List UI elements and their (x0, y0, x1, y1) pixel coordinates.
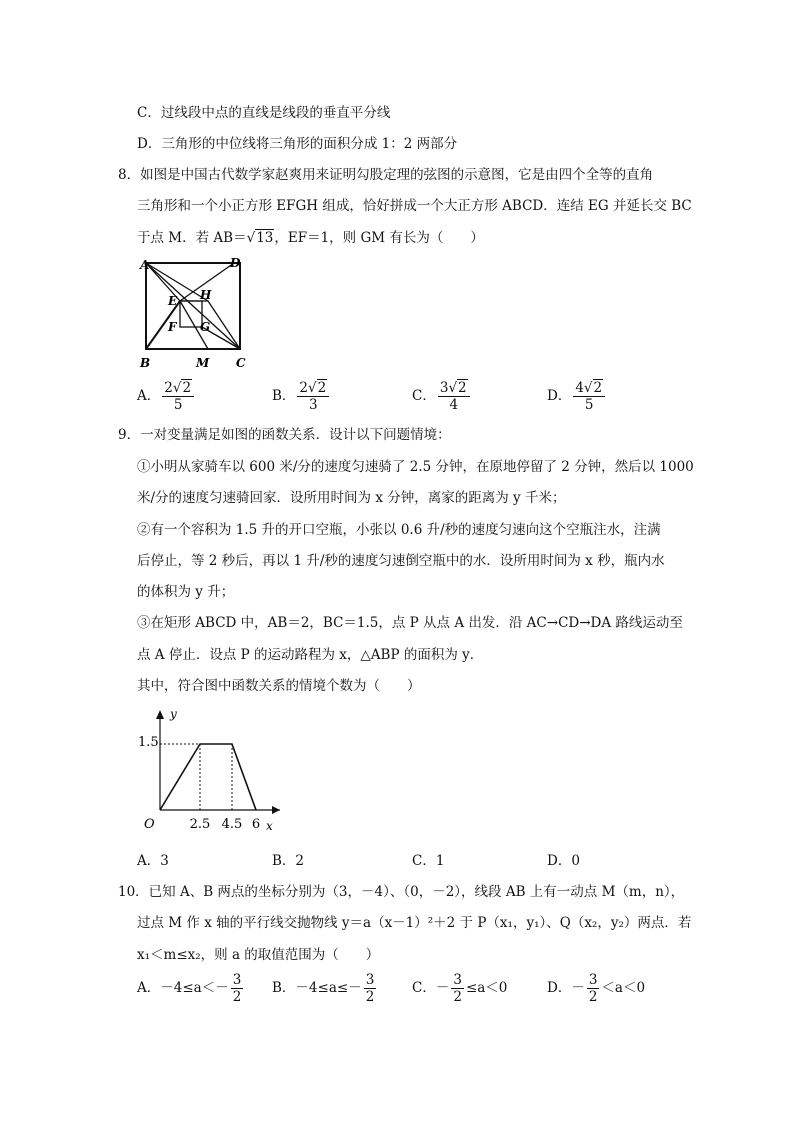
q8-option-d[interactable]: D． $\frac{4√2}{5}$ (547, 380, 607, 413)
q8-stem-line3 (137, 229, 484, 247)
label-m: M (196, 356, 210, 370)
option-letter: B． (272, 388, 296, 404)
option-post: ≤a＜0 (465, 980, 508, 996)
option-letter: D． (547, 388, 572, 404)
option-post: ＜a＜0 (601, 980, 646, 996)
numerator: 3 (365, 972, 375, 988)
q9-option-d[interactable]: D．0 (547, 853, 580, 869)
numerator: 3 (588, 972, 598, 988)
option-letter: B． (272, 980, 296, 996)
coef: 2 (164, 380, 173, 396)
x-tick-2-5: 2.5 (189, 817, 211, 832)
q9-scenario1-line1: ①小明从家骑车以 600 米/分的速度匀速骑了 2.5 分钟，在原地停留了 2 分钟，然后以 1000 (137, 459, 694, 475)
q10-option-b[interactable] (272, 972, 378, 1005)
denominator: 5 (173, 397, 183, 413)
option-letter: C． (412, 980, 436, 996)
radicand: 2 (182, 380, 192, 396)
label-b: B (140, 356, 151, 370)
denominator: 3 (309, 397, 318, 413)
q10-option-c[interactable] (412, 972, 507, 1005)
x-tick-4-5: 4.5 (221, 817, 243, 832)
q9-scenario2-line3: 的体积为 y 升； (137, 584, 235, 600)
q10-stem-line3: x₁＜m≤x₂，则 a 的取值范围为（ ） (137, 947, 380, 963)
label-d: D (230, 256, 241, 270)
x-axis-arrow (272, 806, 280, 814)
q8-options (0, 380, 794, 416)
label-e: E (168, 294, 178, 308)
denominator: 2 (232, 989, 242, 1005)
q9-scenario3-line1: ③在矩形 ABCD 中，AB＝2，BC＝1.5，点 P 从点 A 出发．沿 AC→CD→DA 路线运动至 (137, 615, 683, 631)
q8-option-a[interactable]: A． $\frac{2√2}{5}$ (137, 380, 196, 413)
q8-option-c[interactable]: C． $\frac{3√2}{4}$ (412, 380, 472, 413)
radicand: 2 (593, 380, 603, 396)
x-axis-label: x (266, 819, 273, 833)
label-h: H (200, 288, 212, 302)
q9-option-a[interactable]: A．3 (137, 853, 169, 869)
option-pre: －4≤a≤－ (295, 980, 362, 996)
denominator: 2 (453, 989, 462, 1005)
option-pre: － (435, 980, 450, 996)
label-f: F (168, 320, 177, 334)
option-letter: A． (137, 388, 161, 404)
q9-option-b[interactable]: B．2 (272, 853, 305, 869)
y-tick-1-5: 1.5 (138, 735, 159, 750)
sqrt-symbol: √ (246, 230, 256, 246)
x-tick-6: 6 (251, 817, 261, 832)
function-line (160, 744, 256, 810)
q8-stem-line3-post: ，EF＝1，则 GM 有长为（ ） (274, 230, 484, 246)
option-pre: －4≤a＜－ (160, 980, 229, 996)
q9-scenario3-line2: 点 A 停止．设点 P 的运动路程为 x，△ABP 的面积为 y． (137, 647, 484, 663)
q9-scenario1-line2: 米/分的速度匀速骑回家．设所用时间为 x 分钟，离家的距离为 y 千米； (137, 490, 566, 506)
q10-option-d[interactable] (547, 972, 645, 1005)
q10-options (0, 972, 794, 1008)
label-a: A (140, 258, 150, 272)
origin-label: O (144, 817, 155, 832)
q9-scenario2-line1: ②有一个容积为 1.5 升的开口空瓶，小张以 0.6 升/秒的速度匀速向这个空瓶注水，注满 (137, 522, 661, 538)
q8-option-b[interactable]: B． $\frac{2√2}{3}$ (272, 380, 331, 413)
q7-option-d: D．三角形的中位线将三角形的面积分成 1：2 两部分 (137, 136, 458, 152)
q7-option-c: C．过线段中点的直线是线段的垂直平分线 (137, 105, 391, 121)
label-c: C (236, 356, 246, 370)
q10-stem-line2: 过点 M 作 x 轴的平行线交抛物线 y＝a（x－1）²＋2 于 P（x₁，y₁）、Q（x₂，y₂）两点．若 (137, 915, 692, 931)
coef: 3 (439, 380, 449, 396)
q10-option-a[interactable] (137, 972, 245, 1005)
numerator: 3 (232, 972, 242, 988)
denominator: 2 (365, 989, 375, 1005)
numerator: 3 (453, 972, 462, 988)
q8-radicand: 13 (256, 230, 274, 246)
q8-stem-line2: 三角形和一个小正方形 EFGH 组成，恰好拼成一个大正方形 ABCD．连结 EG 并延长交 BC (137, 198, 692, 214)
coef: 2 (299, 380, 309, 396)
y-axis-label: y (170, 707, 177, 721)
coef: 4 (575, 380, 584, 396)
denominator: 4 (449, 397, 459, 413)
q9-options (0, 852, 794, 872)
q9-scenario2-line2: 后停止，等 2 秒后，再以 1 升/秒的速度匀速倒空瓶中的水．设所用时间为 x 秒，瓶内水 (137, 553, 665, 569)
q8-stem-line3-pre: 于点 M．若 AB＝ (137, 230, 247, 246)
q9-question: 其中，符合图中函数关系的情境个数为（ ） (137, 678, 421, 694)
option-pre: － (571, 980, 585, 996)
radicand: 2 (458, 380, 467, 396)
label-g: G (200, 320, 211, 334)
denominator: 2 (588, 989, 598, 1005)
option-letter: D． (547, 980, 572, 996)
q9-option-c[interactable]: C．1 (412, 853, 445, 869)
q10-stem-line1: 10．已知 A、B 两点的坐标分别为（3，－4）、（0，－2），线段 AB 上有一动点 M（m，n）， (118, 884, 685, 900)
q9-stem: 9．一对变量满足如图的函数关系．设计以下问题情境： (118, 427, 451, 443)
zhao-shuang-figure (138, 255, 254, 373)
radicand: 2 (317, 380, 327, 396)
option-letter: A． (137, 980, 161, 996)
q8-stem-line1: 8．如图是中国古代数学家赵爽用来证明勾股定理的弦图的示意图，它是由四个全等的直角 (118, 167, 654, 183)
y-axis-arrow (156, 710, 164, 719)
diag-a-c (146, 263, 240, 349)
option-letter: C． (412, 388, 436, 404)
denominator: 5 (584, 397, 594, 413)
q9-function-graph (138, 706, 288, 836)
